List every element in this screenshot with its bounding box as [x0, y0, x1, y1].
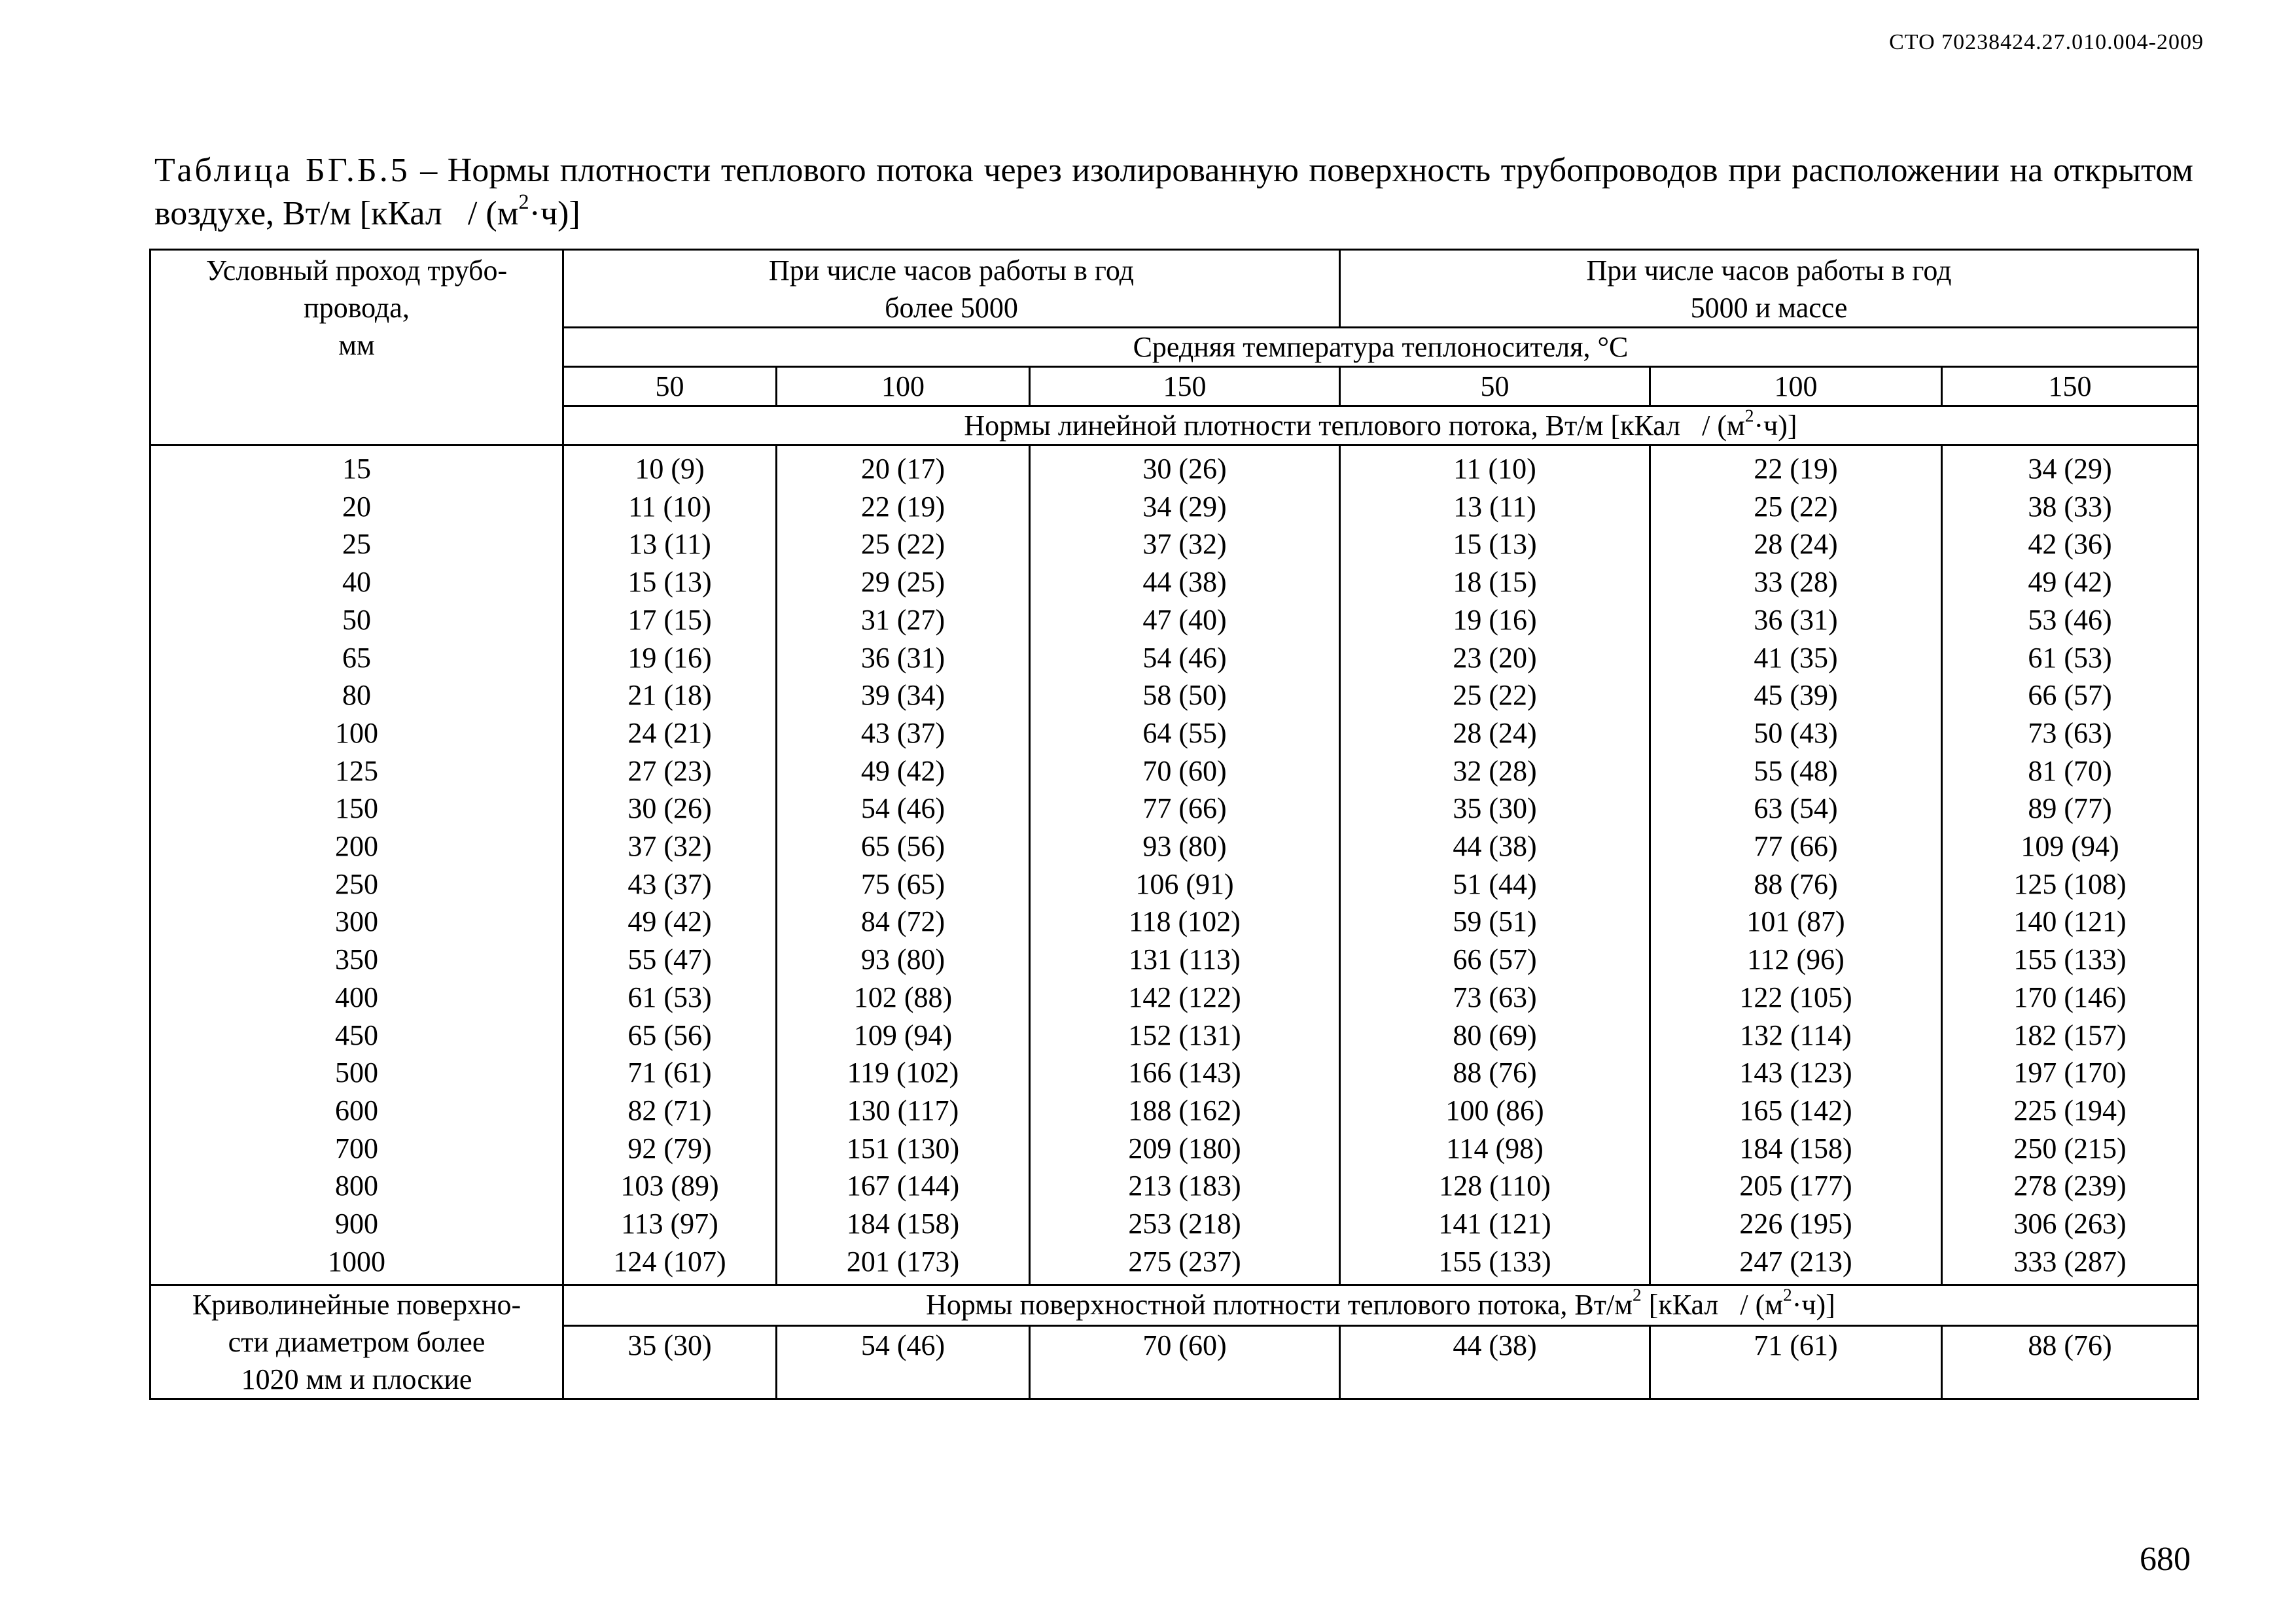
table-cell: 188 (162) — [1128, 1094, 1241, 1126]
table-cell: 102 (88) — [853, 981, 953, 1013]
table-cell: 39 (34) — [860, 679, 945, 712]
header-dn-line: мм — [338, 329, 375, 361]
table-cell: 197 (170) — [2013, 1056, 2127, 1089]
dn-value: 65 — [342, 641, 371, 674]
header-temperature: Средняя температура теплоносителя, °С — [563, 328, 2199, 367]
table-cell: 333 (287) — [2013, 1245, 2127, 1278]
table-cell: 34 (29) — [2028, 453, 2112, 485]
dn-value: 350 — [335, 943, 378, 976]
values-column — [777, 445, 1030, 1285]
table-cell: 15 (13) — [627, 566, 712, 599]
table-cell: 125 (108) — [2013, 867, 2127, 900]
table-cell: 47 (40) — [1142, 603, 1227, 636]
dn-value: 800 — [335, 1170, 378, 1202]
table-cell: 84 (72) — [860, 905, 945, 938]
caption-unit-sup: 2 — [518, 189, 529, 213]
surface-unit-sup: 2 — [1783, 1285, 1792, 1306]
header-temp-value: 100 — [1650, 367, 1942, 406]
table-cell: 50 (43) — [1754, 716, 1838, 749]
linear-title: Нормы линейной плотности теплового потока, Вт/м [кКал — [964, 410, 1681, 442]
table-cell: 49 (42) — [860, 754, 945, 787]
table-cell: 205 (177) — [1739, 1170, 1852, 1202]
table-cell: 29 (25) — [860, 566, 945, 599]
table-cell: 152 (131) — [1128, 1019, 1241, 1051]
surface-label-line: сти диаметром более — [228, 1326, 486, 1359]
header-group-line: При числе часов работы в год — [1586, 254, 1952, 287]
table-cell: 27 (23) — [627, 754, 712, 787]
table-cell: 21 (18) — [627, 679, 712, 712]
values-column — [1650, 445, 1942, 1285]
table-cell: 70 (60) — [1142, 754, 1227, 787]
table-cell: 36 (31) — [860, 641, 945, 674]
table-cell: 155 (133) — [2013, 943, 2127, 976]
table-cell: 44 (38) — [1453, 830, 1537, 863]
linear-unit-sup: 2 — [1744, 406, 1754, 426]
table-cell: 77 (66) — [1754, 830, 1838, 863]
table-cell: 109 (94) — [2021, 830, 2119, 863]
dn-value: 100 — [335, 716, 378, 749]
caption-unit-post: ·ч)] — [529, 195, 580, 232]
table-cell: 23 (20) — [1453, 641, 1537, 674]
table-cell: 122 (105) — [1739, 981, 1852, 1013]
values-column — [1942, 445, 2199, 1285]
table-cell: 61 (53) — [627, 981, 712, 1013]
table-cell: 143 (123) — [1739, 1056, 1852, 1089]
table-cell: 89 (77) — [2028, 792, 2112, 825]
table-cell: 11 (10) — [1453, 453, 1536, 485]
table-cell: 167 (144) — [846, 1170, 960, 1202]
table-cell: 43 (37) — [860, 716, 945, 749]
table-cell: 58 (50) — [1142, 679, 1227, 712]
dn-value: 900 — [335, 1208, 378, 1240]
header-group-over-5000 — [563, 250, 1340, 328]
table-cell: 142 (122) — [1128, 981, 1241, 1013]
values-column — [563, 445, 777, 1285]
table-cell: 15 (13) — [1453, 528, 1537, 561]
dn-value: 80 — [342, 679, 371, 712]
surface-value: 35 (30) — [563, 1326, 777, 1399]
dn-value: 450 — [335, 1019, 378, 1051]
table-cell: 10 (9) — [635, 453, 705, 485]
table-cell: 66 (57) — [1453, 943, 1537, 976]
surface-value: 88 (76) — [1942, 1326, 2199, 1399]
table-cell: 112 (96) — [1747, 943, 1845, 976]
table-cell: 213 (183) — [1128, 1170, 1241, 1202]
table-cell: 18 (15) — [1453, 566, 1537, 599]
surface-value: 54 (46) — [777, 1326, 1030, 1399]
table-cell: 124 (107) — [613, 1245, 726, 1278]
table-cell: 38 (33) — [2028, 490, 2112, 523]
dn-value: 1000 — [328, 1245, 385, 1278]
table-cell: 11 (10) — [628, 490, 711, 523]
table-cell: 19 (16) — [1453, 603, 1537, 636]
table-cell: 41 (35) — [1754, 641, 1838, 674]
table-cell: 88 (76) — [1453, 1056, 1537, 1089]
table-cell: 130 (117) — [847, 1094, 959, 1126]
dn-value: 500 — [335, 1056, 378, 1089]
header-temp-value: 50 — [1340, 367, 1650, 406]
header-temp-value: 100 — [777, 367, 1030, 406]
header-temp-value: 150 — [1030, 367, 1340, 406]
dn-value: 50 — [342, 603, 371, 636]
surface-value: 44 (38) — [1340, 1326, 1650, 1399]
table-cell: 82 (71) — [627, 1094, 712, 1126]
table-cell: 55 (47) — [627, 943, 712, 976]
table-cell: 33 (28) — [1754, 566, 1838, 599]
table-cell: 51 (44) — [1453, 867, 1537, 900]
table-cell: 66 (57) — [2028, 679, 2112, 712]
table-cell: 45 (39) — [1754, 679, 1838, 712]
dn-value: 600 — [335, 1094, 378, 1126]
table-cell: 131 (113) — [1129, 943, 1241, 976]
surface-label-line: Криволинейные поверхно- — [192, 1289, 521, 1321]
table-cell: 113 (97) — [621, 1208, 718, 1240]
dn-value: 300 — [335, 905, 378, 938]
header-group-line: 5000 и массе — [1690, 292, 1848, 324]
table-cell: 28 (24) — [1754, 528, 1838, 561]
table-cell: 25 (22) — [860, 528, 945, 561]
table-cell: 53 (46) — [2028, 603, 2112, 636]
table-cell: 114 (98) — [1446, 1132, 1544, 1164]
table-cell: 306 (263) — [2013, 1208, 2127, 1240]
table-cell: 253 (218) — [1128, 1208, 1241, 1240]
table-cell: 226 (195) — [1739, 1208, 1852, 1240]
caption-unit-pre: / (м — [467, 195, 519, 232]
table-cell: 247 (213) — [1739, 1245, 1852, 1278]
table-cell: 22 (19) — [1754, 453, 1838, 485]
table-cell: 49 (42) — [627, 905, 712, 938]
table-cell: 106 (91) — [1135, 867, 1234, 900]
table-cell: 44 (38) — [1142, 566, 1227, 599]
table-cell: 101 (87) — [1746, 905, 1845, 938]
table-cell: 119 (102) — [847, 1056, 959, 1089]
table-cell: 59 (51) — [1453, 905, 1537, 938]
table-cell: 32 (28) — [1453, 754, 1537, 787]
surface-title: Нормы поверхностной плотности теплового потока, Вт/м — [926, 1289, 1633, 1321]
surface-title-mid: [кКал — [1641, 1289, 1719, 1321]
table-cell: 25 (22) — [1754, 490, 1838, 523]
table-cell: 165 (142) — [1739, 1094, 1852, 1126]
table-cell: 34 (29) — [1142, 490, 1227, 523]
header-temp-value: 50 — [563, 367, 777, 406]
header-temp-value: 150 — [1942, 367, 2199, 406]
table-cell: 22 (19) — [860, 490, 945, 523]
dn-value: 20 — [342, 490, 371, 523]
dn-value: 700 — [335, 1132, 378, 1164]
table-cell: 132 (114) — [1740, 1019, 1852, 1051]
table-cell: 30 (26) — [627, 792, 712, 825]
table-cell: 109 (94) — [853, 1019, 953, 1051]
heat-flux-norms-table — [149, 249, 2199, 1400]
table-cell: 71 (61) — [627, 1056, 712, 1089]
table-cell: 31 (27) — [860, 603, 945, 636]
table-cell: 65 (56) — [627, 1019, 712, 1051]
table-cell: 170 (146) — [2013, 981, 2127, 1013]
table-cell: 55 (48) — [1754, 754, 1838, 787]
dn-value: 15 — [342, 453, 371, 485]
surface-label-line: 1020 мм и плоские — [241, 1363, 472, 1396]
table-cell: 88 (76) — [1754, 867, 1838, 900]
document-code: СТО 70238424.27.010.004-2009 — [1889, 30, 2204, 54]
table-cell: 182 (157) — [2013, 1019, 2127, 1051]
surface-value: 71 (61) — [1650, 1326, 1942, 1399]
table-cell: 93 (80) — [1142, 830, 1227, 863]
table-cell: 184 (158) — [846, 1208, 960, 1240]
dn-value: 125 — [335, 754, 378, 787]
table-cell: 80 (69) — [1453, 1019, 1537, 1051]
surface-value: 70 (60) — [1030, 1326, 1340, 1399]
table-cell: 61 (53) — [2028, 641, 2112, 674]
table-cell: 225 (194) — [2013, 1094, 2127, 1126]
table-cell: 73 (63) — [1453, 981, 1537, 1013]
table-cell: 75 (65) — [860, 867, 945, 900]
caption-dash: – — [420, 152, 438, 189]
table-cell: 278 (239) — [2013, 1170, 2127, 1202]
table-cell: 141 (121) — [1438, 1208, 1551, 1240]
table-cell: 209 (180) — [1128, 1132, 1241, 1164]
dn-value: 250 — [335, 867, 378, 900]
dn-value: 150 — [335, 792, 378, 825]
surface-title-sup: 2 — [1633, 1285, 1642, 1306]
header-dn-line: Условный проход трубо- — [205, 254, 508, 287]
header-dn-line: провода, — [304, 292, 410, 324]
table-cell: 24 (21) — [627, 716, 712, 749]
table-cell: 20 (17) — [860, 453, 945, 485]
table-cell: 36 (31) — [1754, 603, 1838, 636]
table-caption — [154, 149, 2193, 236]
table-cell: 73 (63) — [2028, 716, 2112, 749]
table-cell: 166 (143) — [1128, 1056, 1241, 1089]
table-cell: 93 (80) — [860, 943, 945, 976]
table-cell: 103 (89) — [620, 1170, 719, 1202]
surface-unit-post: ·ч)] — [1792, 1289, 1835, 1321]
table-cell: 37 (32) — [1142, 528, 1227, 561]
header-group-5000 — [1340, 250, 2199, 328]
surface-density-title — [563, 1285, 2199, 1326]
table-cell: 100 (86) — [1445, 1094, 1544, 1126]
table-cell: 42 (36) — [2028, 528, 2112, 561]
table-cell: 63 (54) — [1754, 792, 1838, 825]
dn-value: 40 — [342, 566, 371, 599]
values-column — [1340, 445, 1650, 1285]
table-cell: 92 (79) — [627, 1132, 712, 1164]
surface-unit-pre: / (м — [1740, 1289, 1784, 1321]
table-cell: 81 (70) — [2028, 754, 2112, 787]
table-cell: 25 (22) — [1453, 679, 1537, 712]
table-cell: 250 (215) — [2013, 1132, 2127, 1164]
table-cell: 275 (237) — [1128, 1245, 1241, 1278]
table-cell: 184 (158) — [1739, 1132, 1852, 1164]
table-cell: 128 (110) — [1439, 1170, 1551, 1202]
header-group-line: более 5000 — [885, 292, 1018, 324]
linear-unit-pre: / (м — [1702, 410, 1745, 442]
dn-column — [150, 445, 563, 1285]
values-column — [1030, 445, 1340, 1285]
table-cell: 17 (15) — [627, 603, 712, 636]
surface-label — [150, 1285, 563, 1399]
table-cell: 54 (46) — [860, 792, 945, 825]
dn-value: 400 — [335, 981, 378, 1013]
table-cell: 64 (55) — [1142, 716, 1227, 749]
dn-value: 25 — [342, 528, 371, 561]
table-cell: 37 (32) — [627, 830, 712, 863]
table-cell: 155 (133) — [1438, 1245, 1551, 1278]
table-cell: 13 (11) — [1453, 490, 1536, 523]
linear-unit-post: ·ч)] — [1754, 410, 1797, 442]
table-cell: 77 (66) — [1142, 792, 1227, 825]
header-group-line: При числе часов работы в год — [769, 254, 1134, 287]
header-dn — [150, 250, 563, 445]
table-cell: 151 (130) — [846, 1132, 960, 1164]
table-cell: 19 (16) — [627, 641, 712, 674]
page-number: 680 — [2140, 1541, 2191, 1578]
table-cell: 30 (26) — [1142, 453, 1227, 485]
caption-text: Нормы плотности теплового потока через изолированную поверхность трубопроводов при расположении на открытом воздухе, Вт/м [кКал — [154, 152, 2193, 232]
table-cell: 54 (46) — [1142, 641, 1227, 674]
table-cell: 118 (102) — [1129, 905, 1241, 938]
header-linear-density — [563, 406, 2199, 445]
table-cell: 201 (173) — [846, 1245, 960, 1278]
table-cell: 49 (42) — [2028, 566, 2112, 599]
table-cell: 13 (11) — [628, 528, 711, 561]
table-cell: 28 (24) — [1453, 716, 1537, 749]
table-label: Таблица БГ.Б.5 — [154, 152, 410, 189]
table-cell: 43 (37) — [627, 867, 712, 900]
table-cell: 35 (30) — [1453, 792, 1537, 825]
table-cell: 140 (121) — [2013, 905, 2127, 938]
table-cell: 65 (56) — [860, 830, 945, 863]
dn-value: 200 — [335, 830, 378, 863]
